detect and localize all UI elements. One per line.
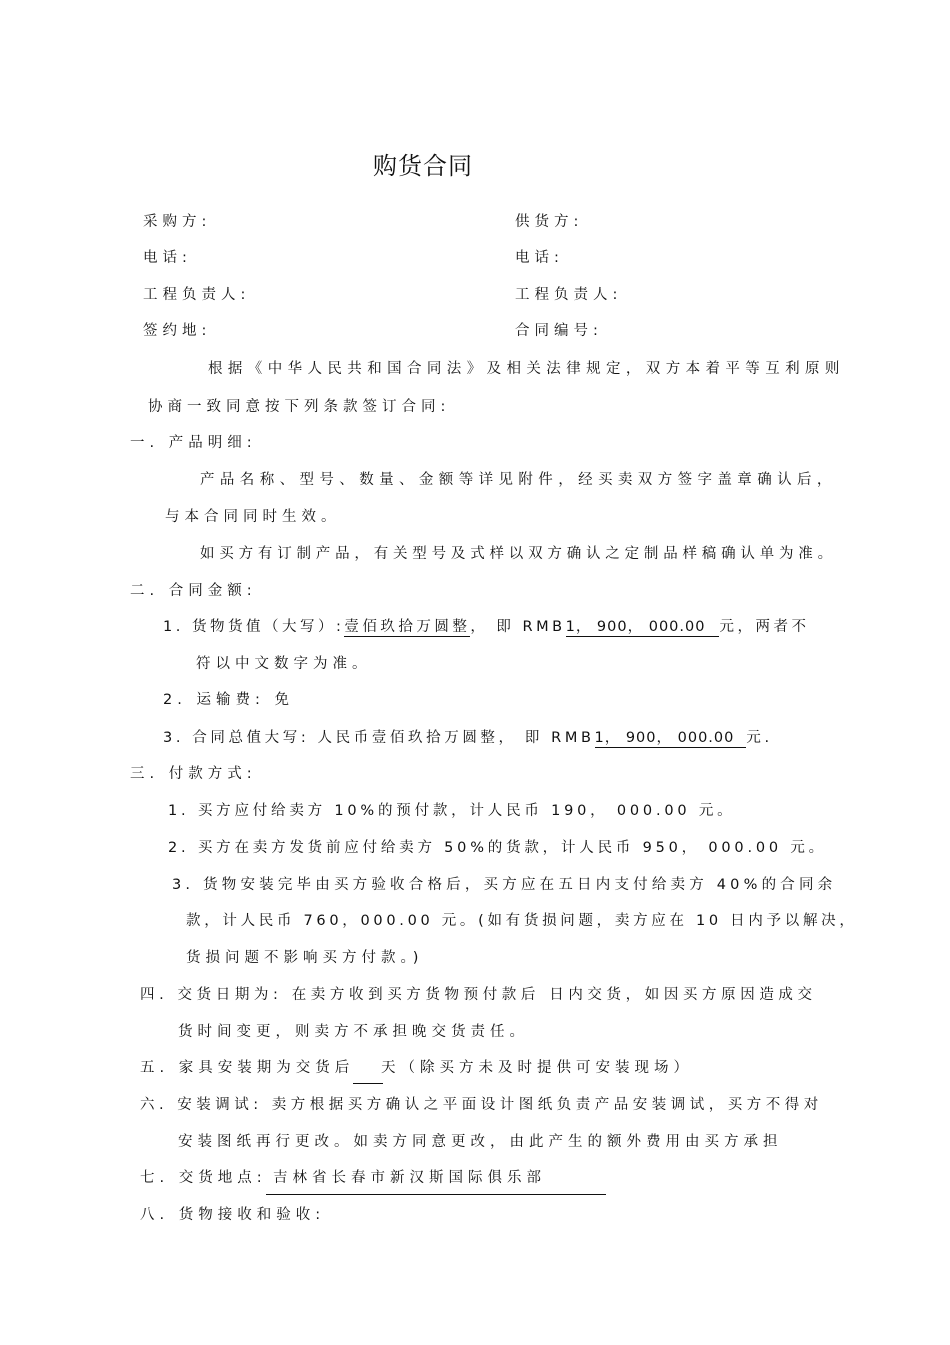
section-5-suffix: 天（除买方未及时提供可安装现场） [381,1060,693,1076]
supplier-manager-label: 工程负责人: [515,287,623,303]
preamble-line-1: 根据《中华人民共和国合同法》及相关法律规定，双方本着平等互利原则 [208,361,845,377]
section-2-item-1-line-2: 符以中文数字为准。 [196,656,372,672]
section-4-line-1: 四. 交货日期为: 在卖方收到买方货物预付款后 日内交货，如因买方原因造成交 [140,987,817,1003]
delivery-location: 吉林省长春市新汉斯国际俱乐部 [273,1170,546,1186]
buyer-manager-label: 工程负责人: [143,287,251,303]
supplier-phone-label: 电话: [515,250,564,266]
section-2-item-3 [163,729,773,747]
sign-place-label: 签约地: [143,323,212,339]
section-4-line-2: 货时间变更，则卖方不承担晚交货责任。 [178,1024,529,1040]
section-6-line-1: 六. 安装调试: 卖方根据买方确认之平面设计图纸负责产品安装调试，买方不得对 [140,1097,823,1113]
section-6-line-2: 安装图纸再行更改。如卖方同意更改，由此产生的额外费用由买方承担 [178,1134,783,1150]
section-3-item-1: 1. 买方应付给卖方 10%的预付款，计人民币 190， 000.00 元。 [168,803,736,819]
section-1-para-1-line-2: 与本合同同时生效。 [165,509,341,525]
section-3-item-3-line-1: 3. 货物安装完毕由买方验收合格后，买方应在五日内支付给卖方 40%的合同余 [172,877,837,893]
amount-in-numbers: 1， 900， 000.00 [566,619,720,637]
item-3-prefix: 3. 合同总值大写: 人民币壹佰玖拾万圆整， 即 RMB [163,730,595,746]
section-2-item-2: 2. 运输费: 免 [163,692,294,708]
item-1-mid: ， 即 RMB [470,619,566,635]
section-2-item-1 [163,618,809,636]
supplier-label: 供货方: [515,214,584,230]
preamble-line-2: 协商一致同意按下列条款签订合同: [148,399,451,415]
item-1-prefix: 1. 货物货值（大写）: [163,619,345,635]
section-2-heading: 二. 合同金额: [130,583,257,599]
section-3-heading: 三. 付款方式: [130,766,257,782]
section-5-prefix: 五. 家具安装期为交货后 [140,1060,355,1076]
buyer-phone-label: 电话: [143,250,192,266]
contract-no-label: 合同编号: [515,323,603,339]
buyer-label: 采购方: [143,214,212,230]
section-8-heading: 八. 货物接收和验收: [140,1207,326,1223]
section-3-item-2: 2. 买方在卖方发货前应付给卖方 50%的货款，计人民币 950， 000.00 元。 [168,840,827,856]
section-1-para-1-line-1: 产品名称、型号、数量、金额等详见附件，经买卖双方签字盖章确认后， [200,472,837,488]
section-7-label: 七. 交货地点: [140,1170,267,1186]
item-3-suffix: 元. [746,730,773,746]
section-1-heading: 一. 产品明细: [130,435,257,451]
installation-days-blank [353,1083,383,1084]
item-1-suffix: 元，两者不 [719,619,810,635]
section-3-item-3-line-2: 款，计人民币 760，000.00 元。(如有货损问题，卖方应在 10 日内予以解决， [186,913,858,929]
amount-in-words: 壹佰玖拾万圆整 [344,619,471,635]
section-3-item-3-line-3: 货损问题不影响买方付款。) [186,950,424,966]
delivery-location-underline [266,1194,606,1195]
document-title: 购货合同 [373,152,473,180]
total-amount-in-numbers: 1， 900， 000.00 [595,730,747,748]
section-1-para-2: 如买方有订制产品，有关型号及式样以双方确认之定制品样稿确认单为准。 [200,546,837,562]
